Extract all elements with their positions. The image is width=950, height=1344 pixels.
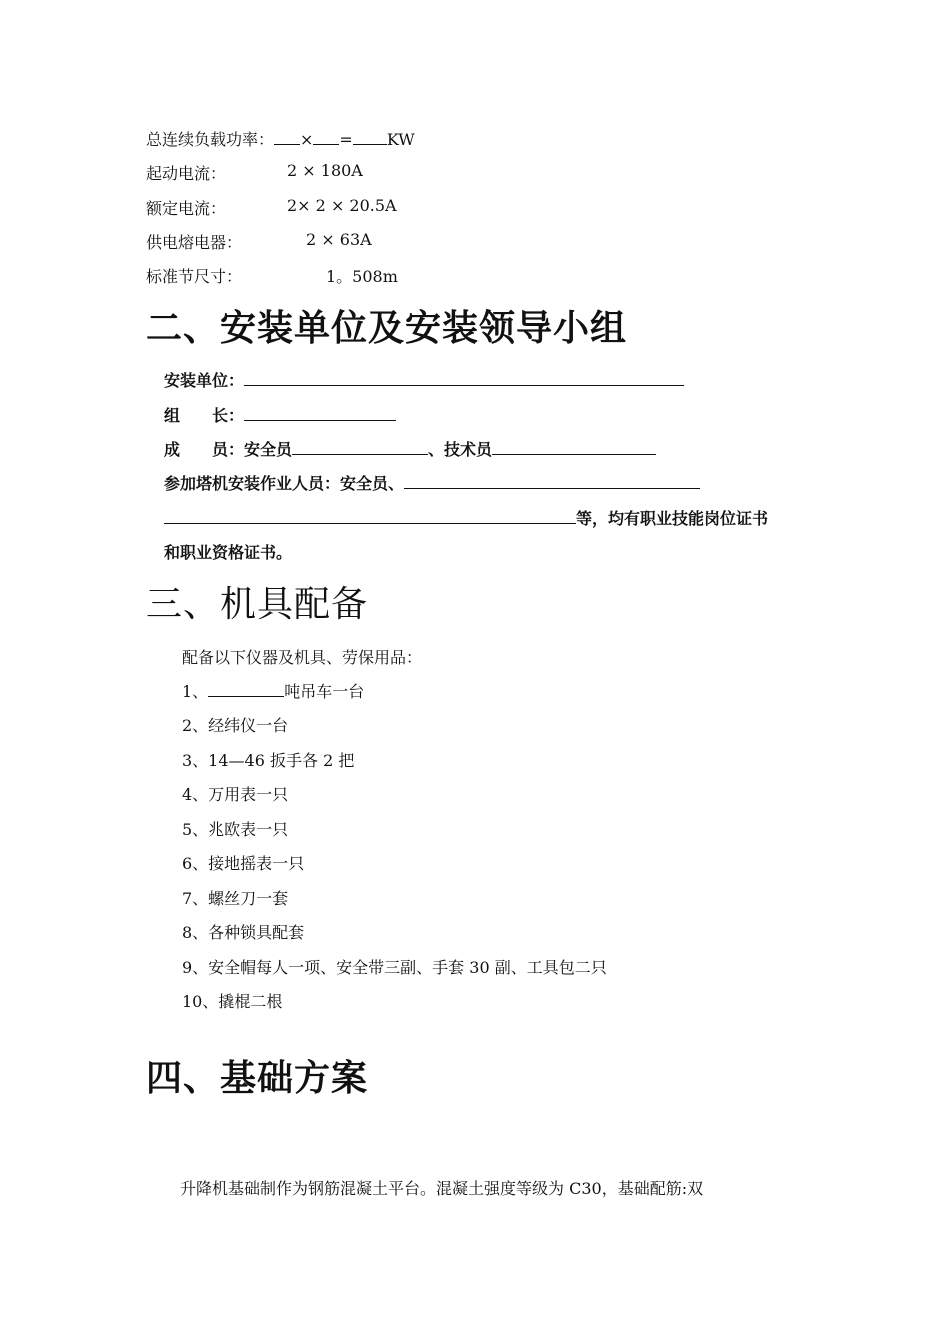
blank-line: [492, 440, 656, 455]
list-item: 9、安全帽每人一项、安全带三副、手套 30 副、工具包二只: [182, 958, 607, 977]
section3-title: 三、机具配备: [146, 584, 369, 625]
workers-suffix: 等，均有职业技能岗位证书: [576, 509, 769, 528]
workers-row: [164, 471, 700, 494]
leader-label: 组 长：: [164, 406, 245, 425]
list-item: 6、接地摇表一只: [182, 854, 305, 873]
blank-line: [164, 509, 576, 524]
list-item: 5、兆欧表一只: [182, 820, 289, 839]
spec-rated-current: [146, 196, 546, 219]
list-item: 3、14—46 扳手各 2 把: [182, 751, 355, 770]
blank-line: [208, 682, 284, 697]
section4-title: 四、基础方案: [146, 1058, 369, 1099]
install-unit-row: [164, 368, 684, 391]
spec-value: 2 × 63A: [306, 230, 372, 249]
spec-fuse: [146, 230, 546, 253]
install-unit-label: 安装单位：: [164, 371, 245, 390]
item1-prefix: 1、: [182, 682, 209, 701]
workers-row-2: [164, 506, 768, 529]
spec-label: 供电熔电器：: [146, 233, 243, 252]
blank-line: [353, 130, 387, 145]
spec-value: 1。508m: [326, 267, 398, 286]
workers-cont: 和职业资格证书。: [164, 543, 293, 562]
times-sign: ×: [300, 130, 314, 149]
blank-line: [292, 440, 428, 455]
blank-line: [244, 371, 684, 386]
list-item: 7、螺丝刀一套: [182, 889, 289, 908]
leader-row: [164, 403, 396, 426]
list-item: 4、万用表一只: [182, 785, 289, 804]
blank-line: [313, 130, 339, 145]
foundation-paragraph: 升降机基础制作为钢筋混凝土平台。混凝土强度等级为 C30，基础配筋:双: [180, 1179, 704, 1198]
list-item: 10、撬棍二根: [182, 992, 283, 1011]
workers-label: 参加塔机安装作业人员：安全员、: [164, 474, 405, 493]
spec-power: [146, 127, 415, 150]
list-item: 8、各种锁具配套: [182, 923, 305, 942]
members-label: 成 员：安全员: [164, 440, 293, 459]
members-row: [164, 437, 656, 460]
blank-line: [274, 130, 300, 145]
spec-value: 2× 2 × 20.5A: [287, 196, 397, 215]
power-unit: KW: [386, 130, 415, 149]
spec-label: 标准节尺寸：: [146, 267, 243, 286]
blank-line: [244, 406, 396, 421]
section2-title: 二、安装单位及安装领导小组: [146, 308, 628, 349]
spec-label: 额定电流：: [146, 199, 227, 218]
equals-sign: =: [339, 130, 353, 149]
tech-label: 、技术员: [428, 440, 493, 459]
spec-start-current: [146, 161, 546, 184]
list-item: [182, 679, 364, 702]
list-item: 2、经纬仪一台: [182, 716, 289, 735]
item1-suffix: 吨吊车一台: [284, 682, 365, 701]
spec-power-label: 总连续负载功率：: [146, 130, 275, 149]
blank-line: [404, 474, 700, 489]
spec-label: 起动电流：: [146, 164, 227, 183]
equipment-intro: 配备以下仪器及机具、劳保用品：: [182, 648, 423, 667]
spec-value: 2 × 180A: [287, 161, 363, 180]
spec-section-size: [146, 264, 546, 287]
